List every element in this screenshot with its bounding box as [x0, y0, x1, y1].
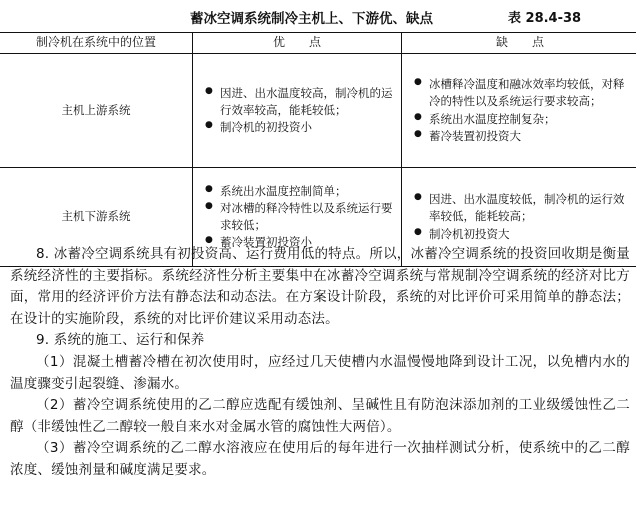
cons-item: ● 制冷机初投资大	[414, 226, 630, 243]
paragraph-8: 8. 冰蓄冷空调系统具有初投资高、运行费用低的特点。所以，冰蓄冷空调系统的投资回收期是衡量系统经济性的主要指标。系统经济性分析主要集中在冰蓄冷空调系统与常规制冷空调系统的经济对比方面，常用的经济评价方法有静态法和动态法。在方案设计阶段，系统的对比评价可采用简单的静态法；在设计的实施阶段，系统的对比评价建议采用动态法。	[10, 246, 630, 327]
table-header-row	[0, 33, 636, 54]
paragraph-9-2: （2）蓄冷空调系统使用的乙二醇应选配有缓蚀剂、呈碱性且有防泡沫添加剂的工业级缓蚀性乙二醇（非缓蚀性乙二醇较一般自来水对金属水管的腐蚀性大两倍）。	[10, 397, 630, 435]
header-position: 制冷机在系统中的位置	[0, 33, 193, 54]
pros-list	[193, 183, 401, 251]
pros-list	[193, 85, 401, 136]
cons-list	[402, 76, 636, 144]
header-cons: 缺 点	[402, 33, 636, 54]
pros-item: ● 对冰槽的释冷特性以及系统运行要求较低；	[205, 200, 393, 234]
paragraph-9-3: （3）蓄冷空调系统的乙二醇水溶液应在使用后的每年进行一次抽样测试分析，使系统中的乙二醇浓度、缓蚀剂量和碱度满足要求。	[10, 440, 630, 478]
cons-item: ● 系统出水温度控制复杂；	[414, 111, 630, 128]
body-text	[10, 244, 630, 482]
pros-item: ● 系统出水温度控制简单；	[205, 183, 393, 200]
table-number: 表 28.4-38	[508, 11, 582, 26]
pros-cell	[193, 54, 402, 168]
comparison-table	[0, 32, 636, 267]
cons-item: ● 因进、出水温度较低，制冷机的运行效率较低，能耗较高；	[414, 191, 630, 225]
row-position-cell: 主机下游系统	[0, 168, 193, 267]
cons-item: ● 冰槽释冷温度和融冰效率均较低，对释冷的特性以及系统运行要求较高；	[414, 76, 630, 110]
header-pros: 优 点	[193, 33, 402, 54]
pros-item: ● 制冷机的初投资小	[205, 119, 393, 136]
cons-item: ● 蓄冷装置初投资大	[414, 128, 630, 145]
cons-list	[402, 191, 636, 242]
pros-item: ● 蓄冷装置初投资小	[205, 234, 393, 251]
paragraph-9-1: （1）混凝土槽蓄冷槽在初次使用时，应经过几天使槽内水温慢慢地降到设计工况，以免槽内水的温度骤变引起裂缝、渗漏水。	[10, 353, 630, 392]
table-title: 蓄冰空调系统制冷主机上、下游优、缺点	[190, 11, 433, 27]
row-position-cell: 主机上游系统	[0, 54, 193, 168]
cons-cell	[402, 54, 636, 168]
table-caption	[0, 7, 636, 29]
pros-item: ● 因进、出水温度较高，制冷机的运行效率较高，能耗较低；	[205, 85, 393, 119]
section-9-heading: 9. 系统的施工、运行和保养	[36, 332, 205, 349]
table-row	[0, 54, 636, 168]
